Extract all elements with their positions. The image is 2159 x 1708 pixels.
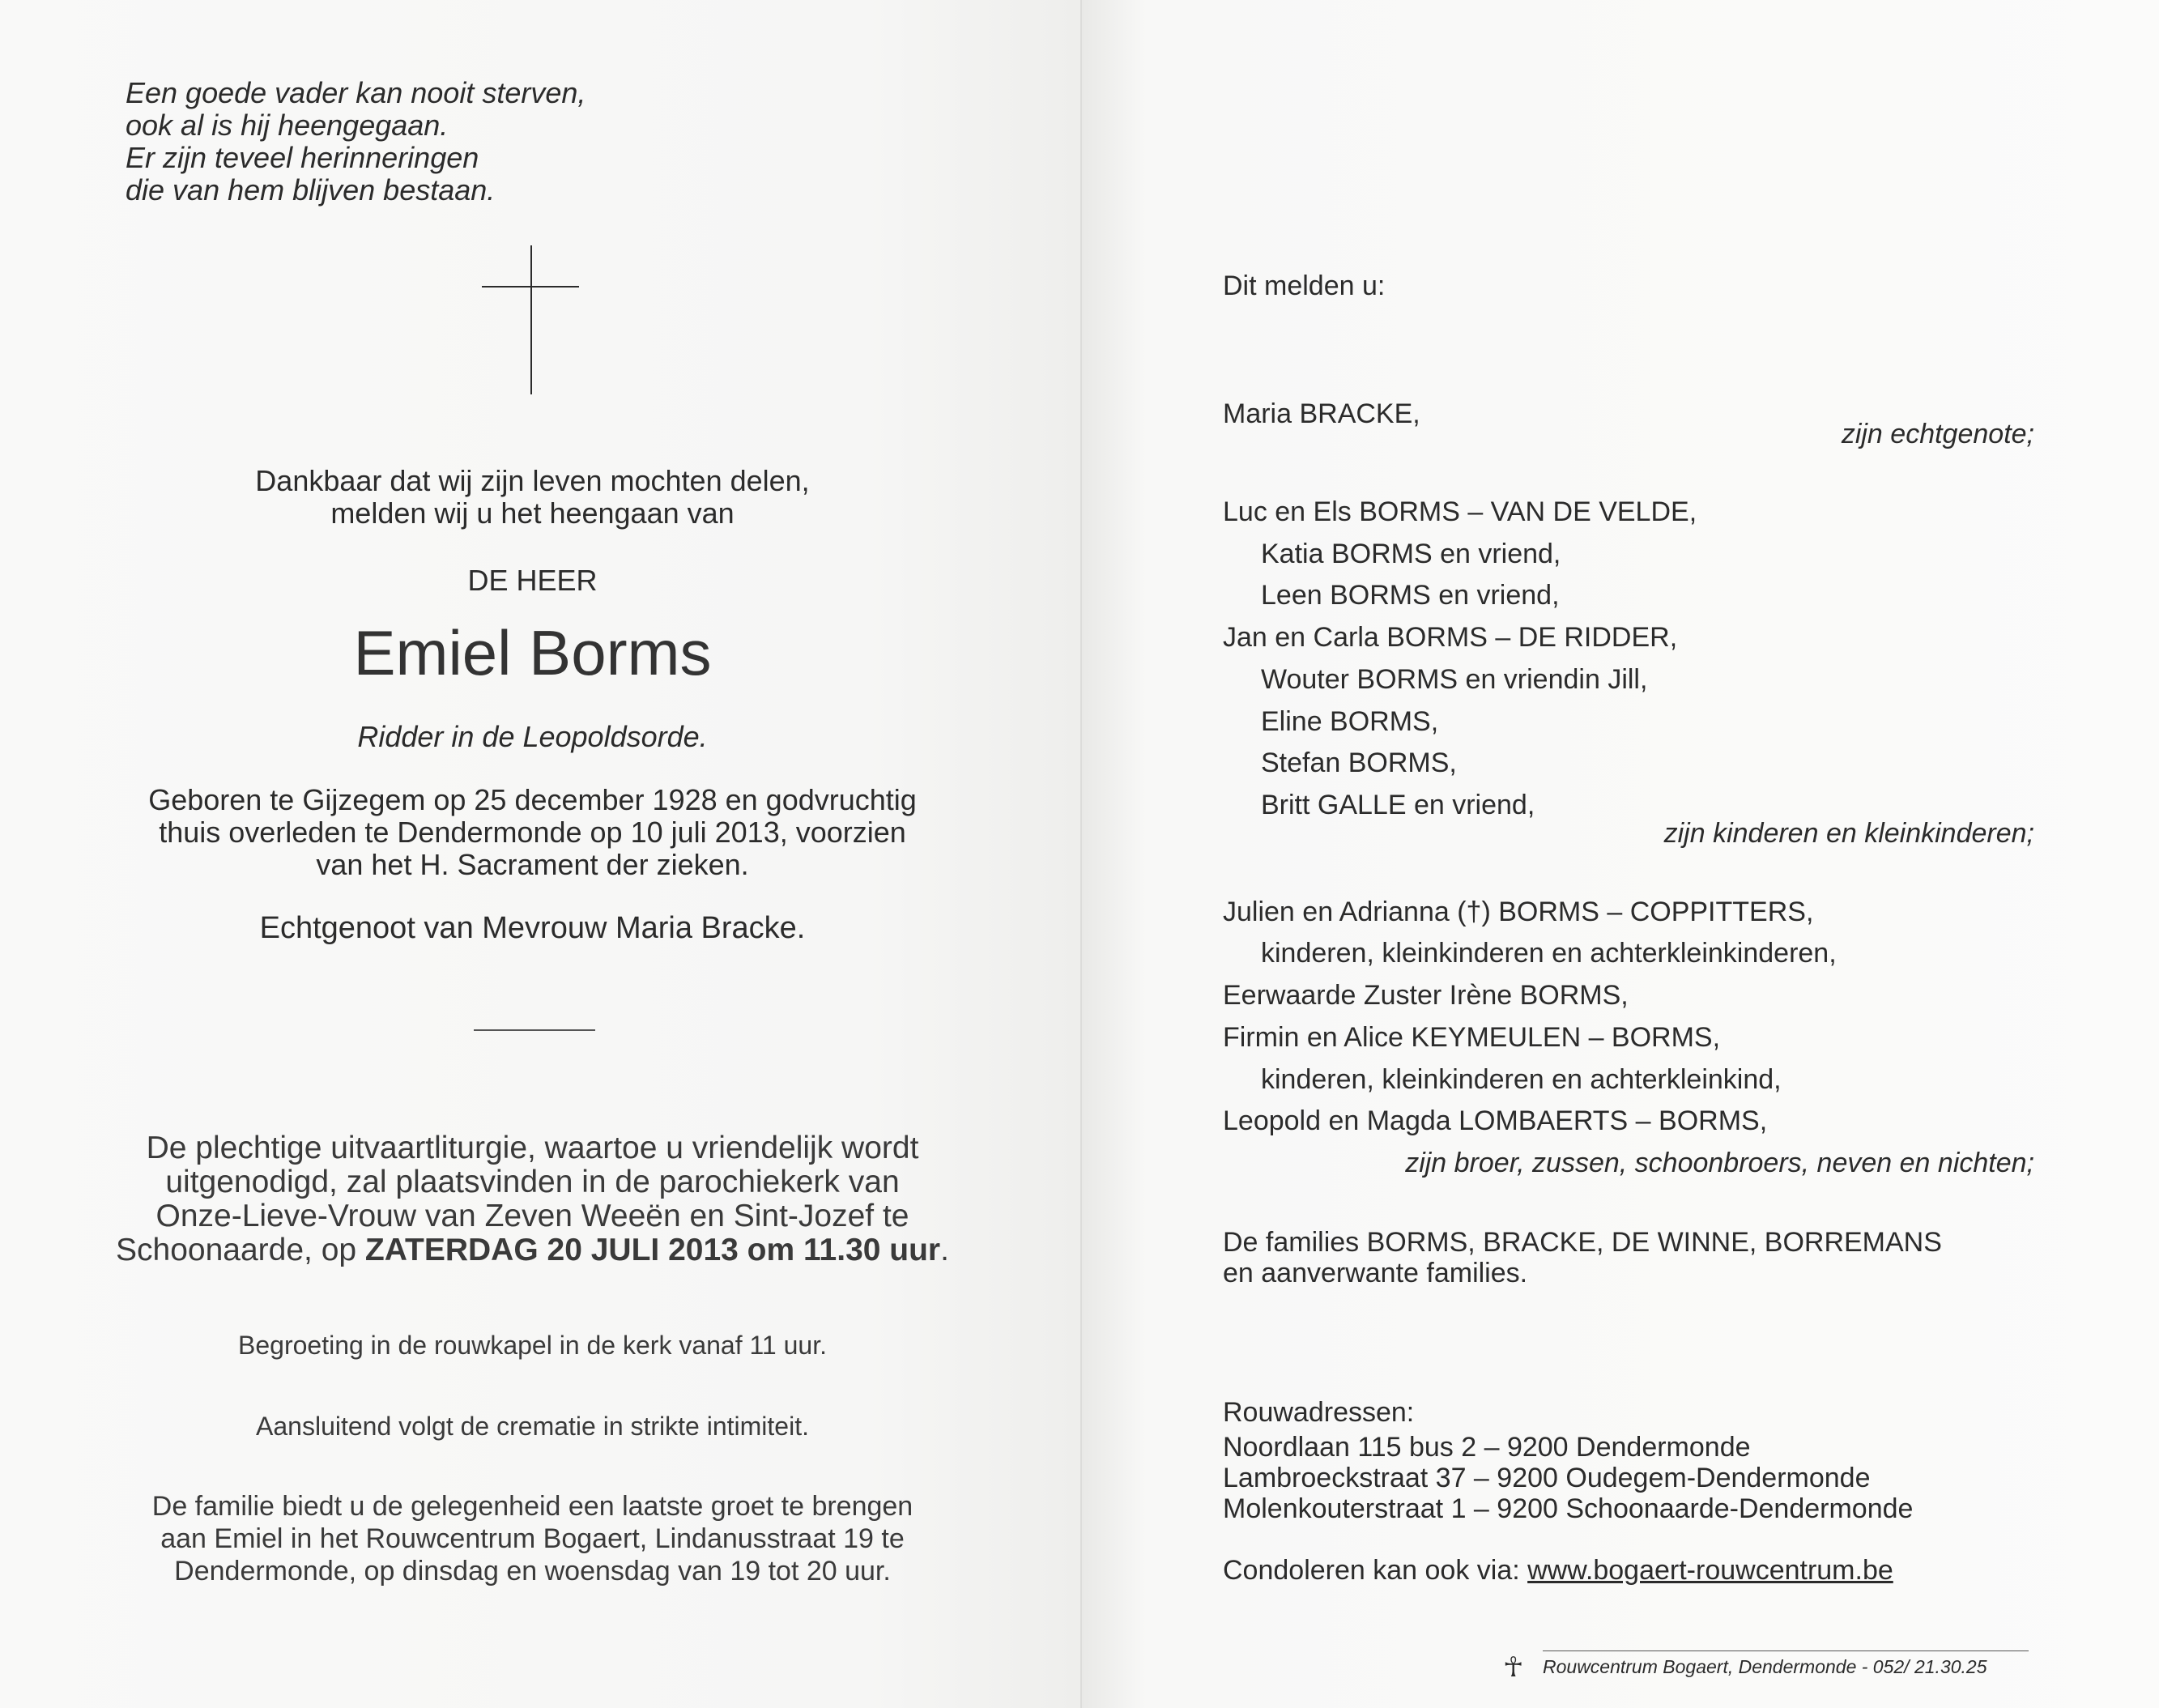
greeting-text: Begroeting in de rouwkapel in de kerk vanaf 11 uur.	[238, 1331, 827, 1360]
sibling-line: Firmin en Alice KEYMEULEN – BORMS,	[1223, 1022, 1721, 1053]
sibling-descendants: kinderen, kleinkinderen en achterkleinkind,	[1261, 1064, 1782, 1095]
distinction: Ridder in de Leopoldsorde.	[357, 720, 708, 753]
grandchild-line: Leen BORMS en vriend,	[1261, 580, 1560, 611]
poem-line: ook al is hij heengegaan.	[126, 109, 449, 142]
funeral-line: De plechtige uitvaartliturgie, waartoe u vriendelijk wordt	[146, 1131, 919, 1165]
spouse-line: Echtgenoot van Mevrouw Maria Bracke.	[259, 911, 806, 945]
grandchild-line: Wouter BORMS en vriendin Jill,	[1261, 664, 1648, 695]
address-line: Molenkouterstraat 1 – 9200 Schoonaarde-Dendermonde	[1223, 1493, 1914, 1524]
visitation-text	[81, 1490, 984, 1587]
visitation-line: De familie biedt u de gelegenheid een laatste groet te brengen	[151, 1491, 913, 1522]
funeral-period: .	[940, 1233, 949, 1267]
sibling-line: Julien en Adrianna (†) BORMS – COPPITTERS,	[1223, 897, 1814, 927]
title-label: DE HEER	[467, 564, 598, 597]
intro-line: melden wij u het heengaan van	[330, 496, 735, 530]
funeral-line-last	[81, 1233, 984, 1267]
address-line: Lambroeckstraat 37 – 9200 Oudegem-Dendermonde	[1223, 1463, 1871, 1493]
spouse-name: Maria BRACKE,	[1223, 398, 1420, 429]
addresses-list	[1223, 1432, 1913, 1524]
condolence-line	[1223, 1555, 1893, 1586]
funeral-line: Onze-Lieve-Vrouw van Zeven Weeën en Sint-Jozef te	[155, 1199, 909, 1233]
cross-horizontal	[482, 286, 579, 288]
sibling-line: Eerwaarde Zuster Irène BORMS,	[1223, 980, 1629, 1011]
funeral-text	[81, 1131, 984, 1267]
funeral-place: Schoonaarde, op	[116, 1233, 365, 1267]
poem	[126, 77, 586, 207]
grandchild-line: Stefan BORMS,	[1261, 748, 1457, 778]
separator-line	[474, 1029, 595, 1031]
sibling-line: Leopold en Magda LOMBAERTS – BORMS,	[1223, 1105, 1768, 1136]
cremation-text: Aansluitend volgt de crematie in strikte intimiteit.	[256, 1412, 809, 1441]
intro-text	[81, 465, 984, 530]
intro-line: Dankbaar dat wij zijn leven mochten delen,	[255, 464, 810, 497]
birth-death-line: thuis overleden te Dendermonde op 10 juli 2013, voorzien	[159, 816, 906, 849]
funeral-date: ZATERDAG 20 JULI 2013 om 11.30 uur	[364, 1233, 941, 1267]
siblings-role: zijn broer, zussen, schoonbroers, neven en nichten;	[1405, 1148, 2034, 1178]
families-text	[1223, 1227, 1942, 1288]
footer-credit: Rouwcentrum Bogaert, Dendermonde - 052/ 21.30.25	[1543, 1656, 1987, 1677]
families-line: en aanverwante families.	[1223, 1258, 1528, 1288]
footer-rule	[1543, 1650, 2029, 1651]
child-line: Luc en Els BORMS – VAN DE VELDE,	[1223, 496, 1697, 527]
families-line: De families BORMS, BRACKE, DE WINNE, BORREMANS	[1223, 1227, 1942, 1258]
child-line: Jan en Carla BORMS – DE RIDDER,	[1223, 622, 1678, 653]
grandchild-line: Britt GALLE en vriend,	[1261, 790, 1535, 820]
poem-line: Er zijn teveel herinneringen	[126, 141, 479, 174]
condolence-link[interactable]: www.bogaert-rouwcentrum.be	[1527, 1555, 1893, 1586]
address-line: Noordlaan 115 bus 2 – 9200 Dendermonde	[1223, 1432, 1751, 1463]
funeral-line: uitgenodigd, zal plaatsvinden in de parochiekerk van	[165, 1165, 900, 1199]
birth-death-line: Geboren te Gijzegem op 25 december 1928 en godvruchtig	[148, 783, 917, 816]
birth-death-line: van het H. Sacrament der zieken.	[316, 848, 749, 881]
grandchild-line: Eline BORMS,	[1261, 706, 1439, 737]
birth-death-text	[81, 784, 984, 881]
announce-label: Dit melden u:	[1223, 270, 1386, 301]
children-role: zijn kinderen en kleinkinderen;	[1663, 818, 2034, 849]
condolence-prefix: Condoleren kan ook via:	[1223, 1555, 1528, 1586]
visitation-line: aan Emiel in het Rouwcentrum Bogaert, Lindanusstraat 19 te	[160, 1523, 905, 1554]
addresses-label: Rouwadressen:	[1223, 1397, 1415, 1428]
funeral-home-logo-icon: ☥	[1503, 1652, 1524, 1683]
sibling-descendants: kinderen, kleinkinderen en achterkleinkinderen,	[1261, 938, 1837, 969]
deceased-name: Emiel Borms	[353, 617, 712, 688]
poem-line: Een goede vader kan nooit sterven,	[126, 76, 586, 109]
poem-line: die van hem blijven bestaan.	[126, 173, 496, 207]
cross-vertical	[530, 245, 532, 394]
grandchild-line: Katia BORMS en vriend,	[1261, 539, 1561, 569]
visitation-line: Dendermonde, op dinsdag en woensdag van 19 tot 20 uur.	[174, 1556, 891, 1587]
spouse-role: zijn echtgenote;	[1841, 419, 2034, 449]
